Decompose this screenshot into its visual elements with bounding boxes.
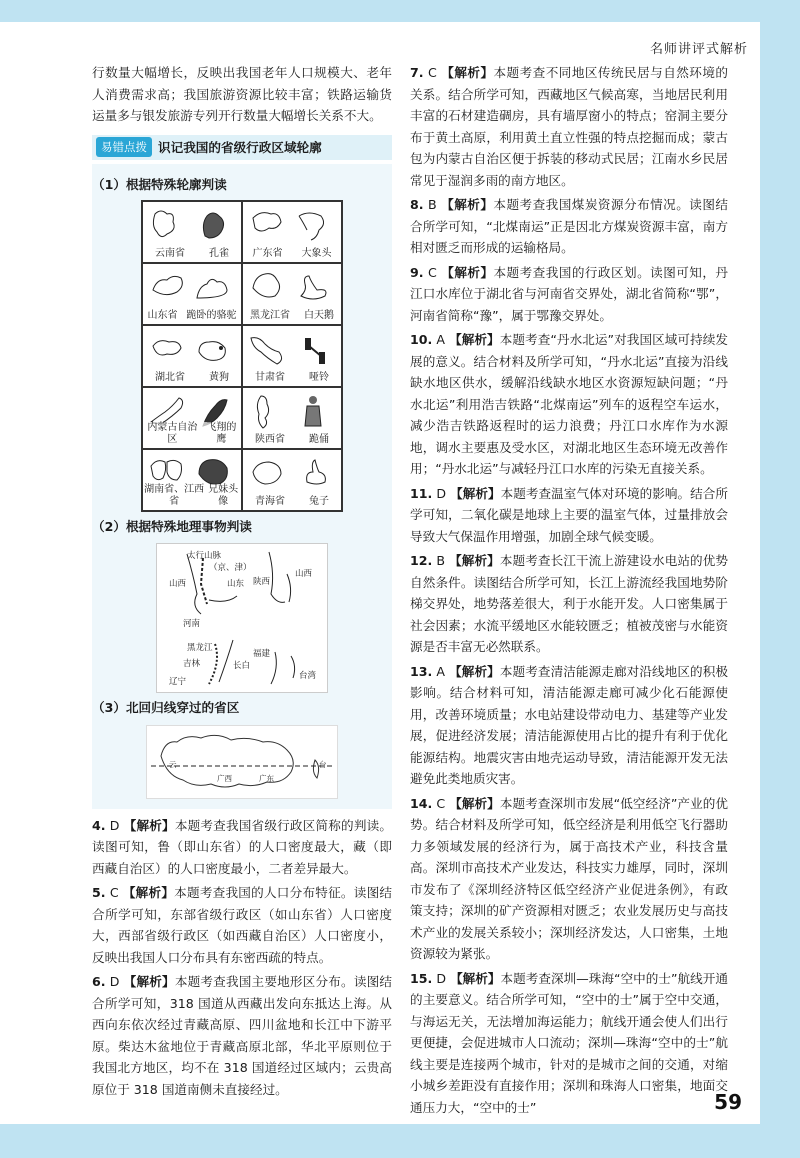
tropic-label-taiwan: 台	[319, 759, 327, 769]
map-label-changbai: 长白	[233, 661, 251, 671]
tropic-map-figure	[146, 725, 338, 799]
answer-text: 本题考查清洁能源走廊对沿线地区的积极影响。结合材料可知，清洁能源走廊可减少化石能源使用，改善环境质量；水电站建设带动电力、基建等产业发展，促进经济发展；清洁能源使用占比的提升有利于优化能源结构。地震灾害由地壳运动导致，清洁能源开发无法避免此类地质灾害。	[410, 663, 728, 786]
shaanxi-terracotta-icon	[247, 392, 337, 432]
answer-text: 本题考查温室气体对环境的影响。结合所学可知，二氧化碳是地球上主要的温室气体，过量排放会导致大气保温作用增强，加剧全球气候变暖。	[410, 485, 728, 544]
page-edge-bottom	[0, 1124, 800, 1158]
map-label-shanxi2: 山西	[295, 569, 313, 579]
answer-text: 本题考查我国的行政区划。读图可知，丹江口水库位于湖北省与河南省交界处，湖北省简称“鄂”，河南省简称“豫”，属于鄂豫交界处。	[410, 264, 728, 323]
outline-cell	[142, 449, 242, 511]
analysis-tag: 【解析】	[123, 817, 175, 833]
province-label: 山东省	[147, 309, 178, 321]
answer-text: 本题考查我国煤炭资源分布情况。读图结合所学可知，“北煤南运”正是因北方煤炭资源丰富，南方相对匮乏而形成的运输格局。	[410, 197, 729, 255]
answer-number: 11.	[410, 485, 433, 501]
object-label: 哑铃	[309, 371, 329, 383]
answer-option: D	[436, 485, 447, 501]
tropic-label-guangxi: 广西	[217, 773, 232, 783]
hubei-dog-icon	[147, 330, 237, 370]
tip-label: 易错点拨	[96, 137, 152, 157]
page-edge-right	[760, 0, 800, 1158]
left-column	[92, 62, 392, 1103]
outline-cell	[242, 387, 342, 449]
answer-option: A	[436, 332, 446, 347]
yunnan-peacock-icon	[147, 206, 237, 246]
answer-number: 10.	[410, 332, 433, 347]
answer-number: 7.	[410, 65, 424, 80]
map-label-taiwan: 台湾	[299, 671, 317, 681]
answer-item	[410, 550, 728, 658]
answer-number: 13.	[410, 663, 433, 679]
object-label: 大象头	[301, 247, 332, 259]
answer-item	[410, 62, 728, 191]
answer-item	[92, 882, 392, 968]
page-number: 59	[714, 1090, 742, 1114]
sub-heading-outline: （1）根据特殊轮廓判读	[92, 177, 227, 192]
answer-item	[410, 329, 728, 480]
outline-cell	[242, 325, 342, 387]
feature-map-figure	[156, 543, 328, 693]
tip-box	[92, 135, 392, 161]
analysis-tag: 【解析】	[449, 795, 500, 811]
answer-item	[410, 793, 728, 965]
analysis-tag: 【解析】	[123, 974, 175, 989]
province-label: 湖北省	[155, 371, 185, 383]
answer-option: D	[436, 970, 447, 986]
sub-heading-tropic: （3）北回归线穿过的省区	[92, 700, 240, 715]
outline-cell	[242, 263, 342, 325]
answer-option: C	[436, 795, 446, 811]
answer-number: 9.	[410, 264, 424, 280]
outline-cell	[142, 325, 242, 387]
left-answers	[92, 815, 392, 1101]
left-intro-text: 行数量大幅增长，反映出我国老年人口规模大、老年人消费需求高；我国旅游资源比较丰富；铁路运输货运量多与银发旅游专列开行数量大幅增长关系不大。	[92, 65, 392, 123]
answer-item	[92, 815, 392, 880]
map-label-jingjin: （京、津）	[209, 563, 252, 573]
province-label: 陕西省	[255, 433, 285, 445]
outline-cell	[242, 449, 342, 511]
answer-option: C	[428, 65, 437, 80]
analysis-tag: 【解析】	[440, 264, 494, 280]
answer-item	[410, 262, 728, 327]
answer-number: 5.	[92, 885, 106, 900]
analysis-tag: 【解析】	[440, 65, 494, 80]
analysis-tag: 【解析】	[450, 970, 501, 986]
answer-option: A	[436, 663, 446, 679]
object-label: 飞翔的鹰	[202, 422, 241, 446]
map-label-jilin: 吉林	[183, 659, 201, 669]
province-label: 云南省	[155, 247, 185, 259]
tip-title: 识记我国的省级行政区域轮廓	[158, 139, 322, 155]
province-label: 内蒙古自治区	[143, 422, 202, 446]
answer-text: 本题考查深圳—珠海“空中的士”航线开通的主要意义。结合所学可知，“空中的士”属于空中交通，与海运无关，无法增加海运能力；航线开通会使人们出行更便捷，会促进城市人口流动；深圳—珠海“空中的士”航线主要是连接两个城市，针对的是城市之间的交通，对缩小城乡差距没有直接作用；深圳和珠海人口密集，地面交通压力大，“空中的士”	[410, 970, 728, 1115]
heilongjiang-swan-icon	[247, 268, 337, 308]
answer-text: 本题考查我国省级行政区简称的判读。读图可知，鲁（即山东省）的人口密度最大，藏（即西藏自治区）的人口密度最小，二者差异最大。	[92, 817, 392, 876]
gansu-dumbbell-icon	[247, 330, 337, 370]
map-label-shaanxi: 陕西	[253, 577, 271, 587]
province-label: 青海省	[255, 495, 285, 507]
map-label-liaoning: 辽宁	[169, 677, 187, 687]
province-label: 广东省	[252, 247, 283, 259]
analysis-tag: 【解析】	[449, 332, 500, 347]
outline-cell	[142, 263, 242, 325]
province-label: 湖南省、江西省	[144, 483, 205, 507]
answer-number: 12.	[410, 553, 433, 568]
answer-text: 本题考查长江干流上游建设水电站的优势自然条件。读图结合所学可知，长江上游流经我国地势阶梯交界处，地势落差很大，利于水能开发。人口密集属于社会因素；水流平缓地区水能较匮乏；植被茂密与水能资源是否丰富无必然联系。	[410, 553, 729, 654]
analysis-tag: 【解析】	[449, 663, 500, 679]
answer-item	[410, 483, 728, 548]
map-label-taihang: 太行山脉	[187, 551, 222, 561]
answer-text: 本题考查不同地区传统民居与自然环境的关系。结合所学可知，西藏地区气候高寒，当地居民利用丰富的石材建造碉房，具有墙厚窗小的特点；窑洞主要分布于黄土高原，利用黄土直立性强的特点挖掘而成；蒙古包为内蒙古自治区便于拆装的移动式民居；江南水乡民居常见于湿润多雨的南方地区。	[410, 65, 728, 188]
object-label: 黄狗	[209, 371, 229, 383]
object-label: 跪俑	[309, 433, 329, 445]
answer-option: D	[109, 817, 120, 833]
answer-option: B	[436, 553, 446, 568]
tropic-label-yunnan: 云	[169, 759, 177, 769]
outline-cell	[242, 201, 342, 263]
map-label-henan: 河南	[183, 619, 201, 629]
answer-number: 15.	[410, 970, 433, 986]
outline-cell	[142, 387, 242, 449]
object-label: 白天鹅	[304, 309, 334, 321]
answer-text: 本题考查深圳市发展“低空经济”产业的优势。结合材料及所学可知，低空经济是利用低空飞行器助力多领域发展的经济行为，属于高技术产业，科技含量高。深圳市高技术产业发达，科技实力雄厚，同时，深圳市发布了《深圳经济特区低空经济产业促进条例》，有政策支持；深圳的矿产资源相对匮乏；农业发展历史与高技术产业的发展关系较小；深圳经济发达，人口密集，土地资源较为紧张。	[410, 795, 728, 961]
object-label: 跪卧的骆驼	[186, 309, 237, 321]
tropic-label-guangdong: 广东	[259, 773, 274, 783]
answer-option: C	[109, 885, 119, 900]
answer-number: 8.	[410, 197, 424, 212]
answer-item	[410, 194, 728, 259]
answer-option: D	[109, 974, 120, 989]
tip-figures	[92, 164, 392, 809]
answer-text: 本题考查我国主要地形区分布。读图结合所学可知，318 国道从西藏出发向东抵达上海。从西向东依次经过青藏高原、四川盆地和长江中下游平原。柴达木盆地位于青藏高原北部，华北平原则位于我国北方地区，均不在 318 国道经过区域内；云贵高原位于 318 国道南侧未直接经过。	[92, 974, 392, 1097]
analysis-tag: 【解析】	[449, 553, 500, 568]
province-label: 甘肃省	[255, 371, 285, 383]
answer-item	[410, 968, 728, 1119]
answer-item	[92, 971, 392, 1100]
answer-text: 本题考查我国的人口分布特征。读图结合所学可知，东部省级行政区（如山东省）人口密度大，西部省级行政区（如西藏自治区）人口密度小，反映出我国人口分布具有东密西疏的特点。	[92, 885, 392, 965]
map-label-heilongjiang: 黑龙江	[187, 643, 213, 653]
answer-number: 6.	[92, 974, 106, 989]
analysis-tag: 【解析】	[122, 885, 175, 900]
object-label: 孔雀	[209, 247, 229, 259]
answer-option: B	[428, 197, 437, 212]
answer-text: 本题考查“丹水北运”对我国区域可持续发展的意义。结合材料及所学可知，“丹水北运”直接为沿线缺水地区供水，缓解沿线缺水地区水资源短缺问题；“丹水北运”利用浩吉铁路“北煤南运”列车的返程空车运水，减少浩吉铁路返程时的运力浪费；丹江口水库作为水源地，调水主要惠及受水区，对湖北地区生态环境无改善作用；“丹水北运”与减轻丹江口水库的污染无直接关系。	[410, 332, 728, 476]
page-edge-top	[0, 0, 800, 22]
guangdong-elephant-icon	[247, 206, 337, 246]
analysis-tag: 【解析】	[450, 485, 501, 501]
answer-option: C	[428, 264, 437, 280]
object-label: 兔子	[309, 495, 329, 507]
qinghai-rabbit-icon	[247, 454, 337, 494]
map-label-shanxi: 山西	[169, 579, 187, 589]
map-label-shandong: 山东	[227, 579, 245, 589]
answer-number: 14.	[410, 795, 433, 811]
province-label: 黑龙江省	[250, 309, 290, 321]
sub-heading-features: （2）根据特殊地理事物判读	[92, 518, 252, 534]
object-label: 兄妹头像	[205, 484, 241, 508]
outline-cell	[142, 201, 242, 263]
outline-grid	[141, 200, 343, 512]
header-title: 名师讲评式解析	[649, 42, 748, 57]
answer-item	[410, 661, 728, 790]
answer-number: 4.	[92, 817, 106, 833]
shandong-camel-icon	[147, 268, 237, 308]
analysis-tag: 【解析】	[440, 197, 494, 212]
map-label-fujian: 福建	[253, 649, 271, 659]
right-column	[410, 62, 728, 1121]
